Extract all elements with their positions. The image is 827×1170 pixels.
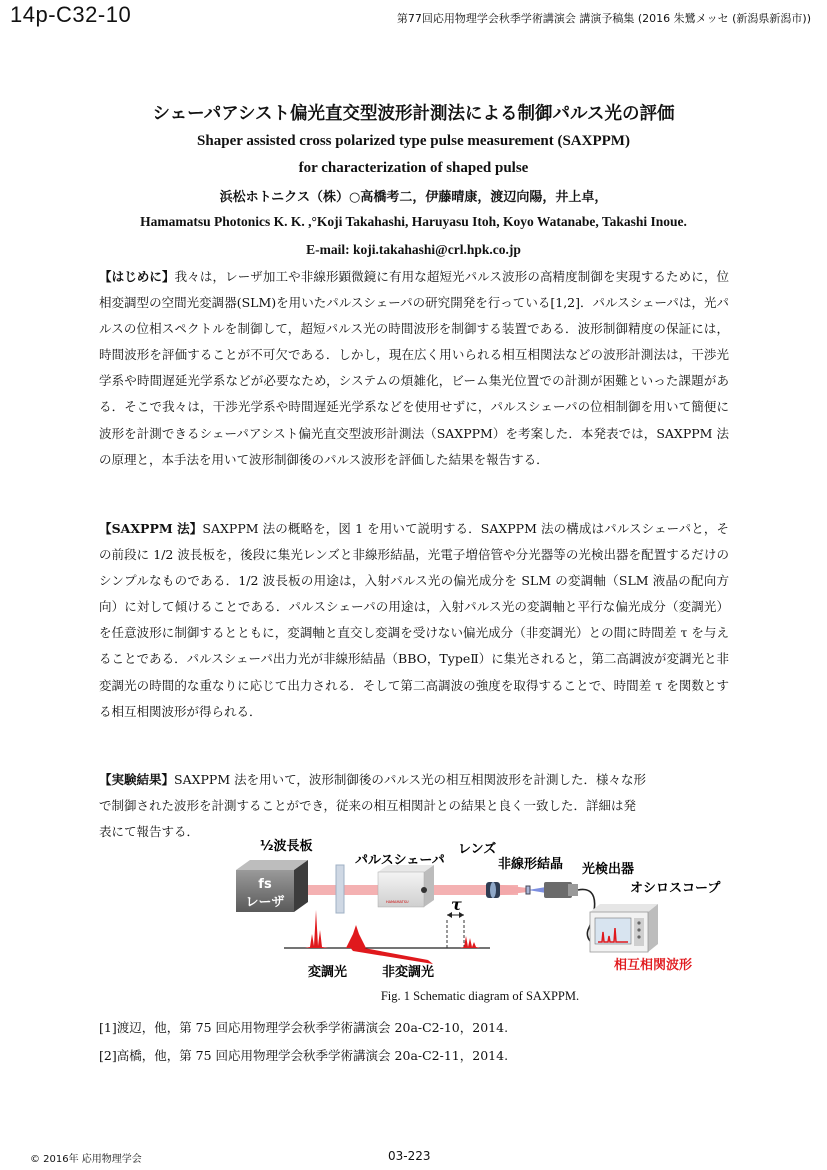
authors-japanese: 浜松ホトニクス（株）○高橋考二，伊藤晴康，渡辺向陽，井上卓，: [219, 190, 608, 205]
reference-1: [1]渡辺，他，第 75 回応用物理学会秋季学術講演会 20a-C2-10，2014.: [99, 1020, 509, 1035]
unmodulated-pulse: [346, 925, 366, 948]
shaper-label: パルスシェーパ: [355, 853, 445, 868]
session-code: 14p-C32-10: [10, 2, 132, 27]
conference-header: 第77回応用物理学会秋季学術講演会 講演予稿集 (2016 朱鷺メッセ (新潟県新潟市)): [396, 12, 811, 25]
results-line-3: 表にて報告する．: [99, 824, 200, 840]
output-beam: [528, 887, 546, 893]
intro-paragraph: [99, 264, 729, 473]
schematic-diagram: [228, 830, 728, 990]
detector-label: 光検出器: [582, 862, 635, 877]
unmodulated-label: 非変調光: [382, 965, 435, 980]
nonlinear-crystal: [526, 886, 530, 894]
halfwave-plate: [336, 865, 344, 913]
laser-label: レーザ: [245, 895, 285, 910]
laser-label-fs: fs: [258, 877, 272, 892]
lens-label: レンズ: [458, 842, 497, 857]
results-heading: 【実験結果】: [99, 772, 175, 787]
intro-heading: 【はじめに】: [99, 269, 175, 284]
modulated-label: 変調光: [308, 965, 348, 980]
halfwave-label: ½波長板: [260, 839, 313, 854]
photo-detector: [544, 882, 578, 898]
lens: [486, 882, 500, 898]
results-line-2: で制御された波形を計測することができ，従来の相互相関計との結果と良く一致した．詳細は発: [99, 798, 637, 814]
authors-english: Hamamatsu Photonics K. K. ,°Koji Takahashi, Haruyasu Itoh, Koyo Watanabe, Takashi Inoue.: [140, 214, 687, 229]
reference-2: [2]高橋，他，第 75 回応用物理学会秋季学術講演会 20a-C2-11，2014.: [99, 1048, 509, 1063]
pulse-shaper: [378, 865, 434, 907]
fs-laser: [236, 860, 308, 912]
title-english-line1: Shaper assisted cross polarized type pulse measurement (SAXPPM): [197, 133, 630, 149]
intro-text: 我々は，レーザ加工や非線形顕微鏡に有用な超短光パルス波形の高精度制御を実現するために，位相変調型の空間光変調器(SLM)を用いたパルスシェーパの研究開発を行っている[1,2]．パルスシェーパは，光パルスの位相スペクトルを制御して，超短パルス光の時間波形を制御する装置である．波形制御精度の保証には，時間波形を評価することが不可欠である．しかし，現在広く用いられる相互相関法などの波形計測法は，干渉光学系や時間遅延光学系などが必要なため，システムの煩雑化，ビーム集光位置での計測が困難といった課題がある．そこで我々は，干渉光学系や時間遅延光学系などを使用せずに，パルスシェーパの位相制御を用いて簡便に波形を計測できるシェーパアシスト偏光直交型波形計測法（SAXPPM）を考案した．本発表では，SAXPPM 法の原理と，本手法を用いて波形制御後のパルス波形を評価した結果を報告する．: [99, 269, 729, 467]
title-japanese: シェーパアシスト偏光直交型波形計測法による制御パルス光の評価: [152, 104, 675, 124]
method-heading: 【SAXPPM 法】: [99, 521, 203, 536]
method-paragraph: [99, 516, 729, 725]
copyright: © 2016年 応用物理学会: [30, 1154, 142, 1165]
figure-caption: Fig. 1 Schematic diagram of SAXPPM.: [380, 989, 580, 1003]
results-line-1: 【実験結果】SAXPPM 法を用いて，波形制御後のパルス光の相互相関波形を計測した．様々な形: [99, 772, 646, 787]
crosscorr-label: 相互相関波形: [614, 958, 693, 973]
oscilloscope-label: オシロスコープ: [630, 881, 721, 896]
modulated-pulse: [305, 910, 328, 948]
crystal-label: 非線形結晶: [498, 857, 564, 872]
oscilloscope: [590, 904, 658, 952]
brand-mark: HAMAMATSU: [386, 900, 409, 904]
shaped-pulse: [460, 936, 480, 948]
tau-label: τ: [451, 895, 462, 914]
email: E-mail: koji.takahashi@crl.hpk.co.jp: [306, 242, 521, 257]
title-english-line2: for characterization of shaped pulse: [298, 160, 529, 176]
method-text: SAXPPM 法の概略を，図 1 を用いて説明する．SAXPPM 法の構成はパルスシェーパと，その前段に 1/2 波長板を，後段に集光レンズと非線形結晶，光電子増倍管や分光器等の光検出器を配置するだけのシンプルなものである．1/2 波長板の用途は，入射パルス光の偏光成分を SLM の変調軸（SLM 液晶の配向方向）に対して傾けることである．パルスシェーパの用途は，入射パルス光の変調軸と平行な偏光成分（変調光）を任意波形に制御するとともに，変調軸と直交し変調を受けない偏光成分（非変調光）との間に時間差 τ を与えることである．パルスシェーパ出力光が非線形結晶（BBO，TypeⅡ）に集光されると，第二高調波が変調光と非変調光の時間的な重なりに応じて出力される．そして第二高調波の強度を取得することで、時間差 τ を関数とする相互相関波形が得られる．: [99, 521, 729, 719]
page-number: 03-223: [388, 1149, 431, 1163]
